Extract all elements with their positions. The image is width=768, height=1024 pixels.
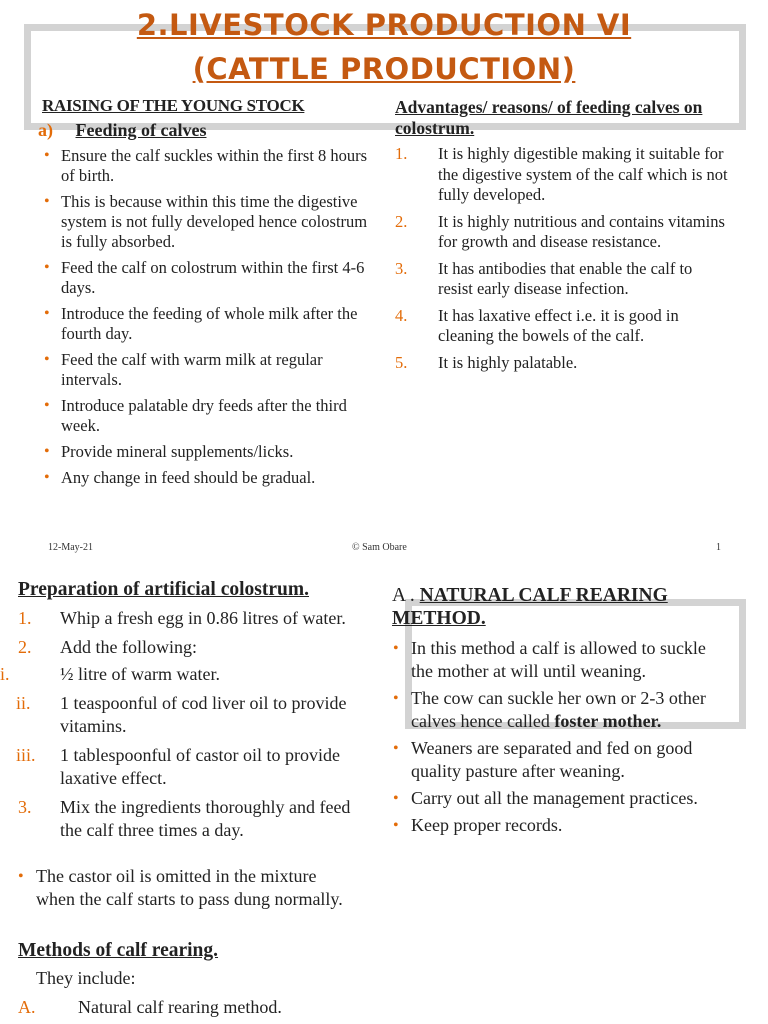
methods-calf-rearing-heading: Methods of calf rearing. [18,940,219,961]
list-item [18,744,368,790]
list-item [42,146,372,186]
list-item-text: Ensure the calf suckles within the first 8 hours of birth. [61,146,368,185]
methods-intro: They include: [36,968,136,988]
list-item-text: The cow can suckle her own or 2-3 other calves hence called [411,688,706,731]
subheading-marker: a) [38,120,53,140]
colostrum-advantages-list [395,144,730,379]
list-item-text: Keep proper records. [411,815,563,835]
list-item-text: Weaners are separated and fed on good quality pasture after weaning. [411,738,693,781]
slide-title-line-2: (CATTLE PRODUCTION) [192,52,576,86]
natural-rearing-list [391,637,726,841]
list-item-text: 1 tablespoonful of castor oil to provide laxative effect. [60,745,340,788]
list-item [395,212,730,253]
list-item-text: It is highly palatable. [438,352,578,372]
list-marker: 3. [395,258,408,278]
list-item [42,304,372,344]
list-item [391,737,726,783]
list-item-text: Feed the calf with warm milk at regular intervals. [61,350,323,389]
list-item-text: It is highly digestible making it suitable for the digestive system of the calf which is not fully developed. [438,144,728,204]
list-marker: A. [18,997,36,1017]
list-item [16,865,346,911]
list-item-text: It has antibodies that enable the calf to resist early disease infection. [438,258,693,298]
raising-young-stock-heading: RAISING OF THE YOUNG STOCK [42,96,305,115]
bullet-icon: • [393,640,399,657]
list-item [391,814,726,837]
list-item [18,607,368,630]
artificial-colostrum-heading: Preparation of artificial colostrum. [18,579,309,600]
list-item [42,442,372,462]
list-marker: 5. [395,352,408,372]
feeding-calves-list [42,146,372,494]
artificial-colostrum-steps [0,607,368,848]
list-marker: 2. [18,637,32,657]
list-item-text: The castor oil is omitted in the mixture when the calf starts to pass dung normally. [36,866,343,909]
list-item [42,258,372,298]
list-item-text: Introduce palatable dry feeds after the third week. [61,396,347,435]
list-item-text: Feed the calf on colostrum within the first 4-6 days. [61,258,365,297]
methods-item [18,996,282,1019]
bullet-icon: • [44,305,50,322]
list-item [391,687,726,733]
bullet-icon: • [44,147,50,164]
list-item-text: In this method a calf is allowed to suckle the mother at will until weaning. [411,638,706,681]
list-marker: ii. [16,693,31,713]
list-item-text: It is highly nutritious and contains vitamins for growth and disease resistance. [438,211,725,251]
bullet-icon: • [393,740,399,757]
list-marker: 1. [18,608,32,628]
list-marker: 4. [395,305,408,325]
list-item [391,637,726,683]
list-item-text: It has laxative effect i.e. it is good in cleaning the bowels of the calf. [438,305,679,345]
list-item [0,663,368,686]
list-item-text: Whip a fresh egg in 0.86 litres of water. [60,608,346,628]
bullet-icon: • [44,469,50,486]
list-marker: 3. [18,797,32,817]
bullet-icon: • [44,397,50,414]
list-item [395,259,730,300]
list-item [42,350,372,390]
slide-2 [0,567,768,1024]
natural-rearing-heading [392,584,712,630]
list-item [18,796,368,842]
list-item-text: Mix the ingredients thoroughly and feed the calf three times a day. [60,797,351,840]
list-item [18,636,368,659]
bullet-icon: • [44,351,50,368]
list-marker: iii. [16,745,36,765]
footer-author: © Sam Obare [352,542,407,553]
list-item [391,787,726,810]
slide-title-line-1: 2.LIVESTOCK PRODUCTION VI [136,8,632,42]
list-item [42,192,372,252]
list-item-text: Introduce the feeding of whole milk after the fourth day. [61,304,358,343]
list-item-text: Add the following: [60,637,197,657]
castor-oil-note [16,865,346,915]
bullet-icon: • [44,443,50,460]
list-item-bold-text: foster mother. [554,711,662,731]
list-item-text: Carry out all the management practices. [411,788,698,808]
feeding-calves-subheading [38,120,206,141]
list-item-text: Provide mineral supplements/licks. [61,442,294,461]
bullet-icon: • [393,690,399,707]
list-marker: 2. [395,211,408,231]
heading-prefix: A . [392,585,420,606]
bullet-icon: • [393,817,399,834]
list-item-text: ½ litre of warm water. [60,664,220,684]
footer-page-number: 1 [716,542,721,553]
list-marker: 1. [395,144,408,163]
list-item-text: Any change in feed should be gradual. [61,468,316,487]
list-item [42,468,372,488]
list-marker: i. [0,664,10,684]
footer-date: 12-May-21 [48,542,93,553]
bullet-icon: • [44,193,50,210]
heading-text: NATURAL CALF REARING METHOD. [392,585,668,629]
list-item-text: 1 teaspoonful of cod liver oil to provide vitamins. [60,693,347,736]
bullet-icon: • [44,259,50,276]
list-item-text: This is because within this time the digestive system is not fully developed hence colostrum is fully absorbed. [61,192,368,251]
list-item [395,353,730,374]
list-item [395,306,730,347]
list-item [18,692,368,738]
bullet-icon: • [18,868,24,885]
list-item [395,144,730,206]
list-item [42,396,372,436]
colostrum-advantages-heading: Advantages/ reasons/ of feeding calves on colostrum. [395,97,703,138]
subheading-text: Feeding of calves [75,120,207,140]
bullet-icon: • [393,790,399,807]
list-item-text: Natural calf rearing method. [78,997,282,1017]
